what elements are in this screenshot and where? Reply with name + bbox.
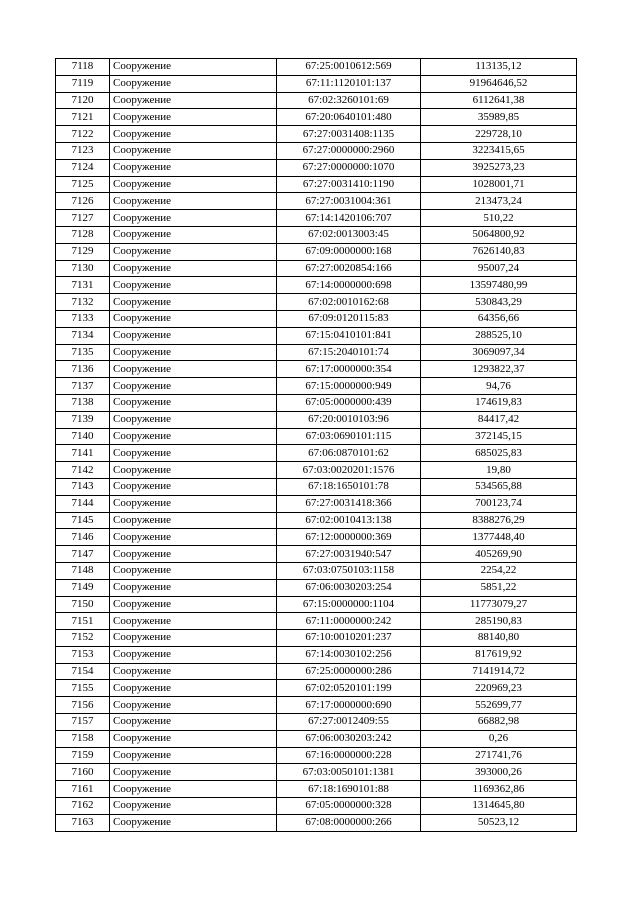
table-row [56, 59, 577, 76]
cadastral-value-cell: 1028001,71 [421, 176, 577, 193]
cadastral-value-cell: 552699,77 [421, 697, 577, 714]
cadastral-number-cell: 67:27:0031940:547 [277, 546, 421, 563]
object-type-cell: Сооружение [110, 294, 277, 311]
table-row [56, 495, 577, 512]
table-row [56, 478, 577, 495]
row-number-cell: 7155 [56, 680, 110, 697]
cadastral-value-cell: 35989,85 [421, 109, 577, 126]
cadastral-value-cell: 7626140,83 [421, 243, 577, 260]
object-type-cell: Сооружение [110, 193, 277, 210]
table-row [56, 730, 577, 747]
registry-table [55, 58, 577, 832]
object-type-cell: Сооружение [110, 579, 277, 596]
table-row [56, 781, 577, 798]
row-number-cell: 7132 [56, 294, 110, 311]
object-type-cell: Сооружение [110, 596, 277, 613]
cadastral-value-cell: 393000,26 [421, 764, 577, 781]
table-row [56, 327, 577, 344]
cadastral-value-cell: 220969,23 [421, 680, 577, 697]
row-number-cell: 7122 [56, 126, 110, 143]
cadastral-value-cell: 271741,76 [421, 747, 577, 764]
cadastral-number-cell: 67:20:0010103:96 [277, 411, 421, 428]
object-type-cell: Сооружение [110, 646, 277, 663]
row-number-cell: 7154 [56, 663, 110, 680]
cadastral-number-cell: 67:20:0640101:480 [277, 109, 421, 126]
cadastral-value-cell: 0,26 [421, 730, 577, 747]
cadastral-value-cell: 88140,80 [421, 630, 577, 647]
object-type-cell: Сооружение [110, 680, 277, 697]
table-row [56, 747, 577, 764]
table-row [56, 294, 577, 311]
row-number-cell: 7144 [56, 495, 110, 512]
table-row [56, 243, 577, 260]
object-type-cell: Сооружение [110, 176, 277, 193]
object-type-cell: Сооружение [110, 327, 277, 344]
cadastral-value-cell: 6112641,38 [421, 92, 577, 109]
cadastral-value-cell: 50523,12 [421, 814, 577, 831]
row-number-cell: 7119 [56, 75, 110, 92]
object-type-cell: Сооружение [110, 394, 277, 411]
cadastral-number-cell: 67:10:0010201:237 [277, 630, 421, 647]
cadastral-value-cell: 510,22 [421, 210, 577, 227]
row-number-cell: 7150 [56, 596, 110, 613]
cadastral-number-cell: 67:14:0000000:698 [277, 277, 421, 294]
row-number-cell: 7140 [56, 428, 110, 445]
row-number-cell: 7135 [56, 344, 110, 361]
object-type-cell: Сооружение [110, 243, 277, 260]
table-row [56, 310, 577, 327]
table-row [56, 798, 577, 815]
cadastral-value-cell: 372145,15 [421, 428, 577, 445]
cadastral-value-cell: 3925273,23 [421, 159, 577, 176]
table-row [56, 92, 577, 109]
table-row [56, 226, 577, 243]
cadastral-value-cell: 213473,24 [421, 193, 577, 210]
object-type-cell: Сооружение [110, 747, 277, 764]
row-number-cell: 7133 [56, 310, 110, 327]
cadastral-value-cell: 64356,66 [421, 310, 577, 327]
object-type-cell: Сооружение [110, 764, 277, 781]
object-type-cell: Сооружение [110, 344, 277, 361]
cadastral-value-cell: 2254,22 [421, 562, 577, 579]
cadastral-number-cell: 67:18:1650101:78 [277, 478, 421, 495]
row-number-cell: 7124 [56, 159, 110, 176]
cadastral-number-cell: 67:02:0010413:138 [277, 512, 421, 529]
row-number-cell: 7159 [56, 747, 110, 764]
cadastral-number-cell: 67:09:0000000:168 [277, 243, 421, 260]
cadastral-value-cell: 8388276,29 [421, 512, 577, 529]
cadastral-value-cell: 285190,83 [421, 613, 577, 630]
cadastral-value-cell: 11773079,27 [421, 596, 577, 613]
cadastral-number-cell: 67:06:0030203:242 [277, 730, 421, 747]
table-row [56, 697, 577, 714]
table-row [56, 176, 577, 193]
row-number-cell: 7145 [56, 512, 110, 529]
row-number-cell: 7148 [56, 562, 110, 579]
table-row [56, 378, 577, 395]
cadastral-number-cell: 67:03:0750103:1158 [277, 562, 421, 579]
object-type-cell: Сооружение [110, 562, 277, 579]
cadastral-value-cell: 530843,29 [421, 294, 577, 311]
object-type-cell: Сооружение [110, 142, 277, 159]
row-number-cell: 7147 [56, 546, 110, 563]
object-type-cell: Сооружение [110, 495, 277, 512]
object-type-cell: Сооружение [110, 714, 277, 731]
object-type-cell: Сооружение [110, 59, 277, 76]
cadastral-number-cell: 67:05:0000000:328 [277, 798, 421, 815]
cadastral-value-cell: 1377448,40 [421, 529, 577, 546]
cadastral-value-cell: 1293822,37 [421, 361, 577, 378]
cadastral-value-cell: 5851,22 [421, 579, 577, 596]
table-row [56, 714, 577, 731]
table-row [56, 159, 577, 176]
row-number-cell: 7129 [56, 243, 110, 260]
object-type-cell: Сооружение [110, 260, 277, 277]
cadastral-number-cell: 67:15:2040101:74 [277, 344, 421, 361]
cadastral-value-cell: 3069097,34 [421, 344, 577, 361]
cadastral-value-cell: 534565,88 [421, 478, 577, 495]
table-row [56, 646, 577, 663]
table-row [56, 562, 577, 579]
cadastral-number-cell: 67:12:0000000:369 [277, 529, 421, 546]
cadastral-number-cell: 67:16:0000000:228 [277, 747, 421, 764]
object-type-cell: Сооружение [110, 512, 277, 529]
table-row [56, 142, 577, 159]
table-row [56, 764, 577, 781]
table-row [56, 613, 577, 630]
cadastral-number-cell: 67:03:0050101:1381 [277, 764, 421, 781]
row-number-cell: 7158 [56, 730, 110, 747]
cadastral-value-cell: 113135,12 [421, 59, 577, 76]
table-row [56, 814, 577, 831]
cadastral-value-cell: 817619,92 [421, 646, 577, 663]
object-type-cell: Сооружение [110, 92, 277, 109]
object-type-cell: Сооружение [110, 226, 277, 243]
object-type-cell: Сооружение [110, 109, 277, 126]
table-row [56, 663, 577, 680]
object-type-cell: Сооружение [110, 445, 277, 462]
object-type-cell: Сооружение [110, 378, 277, 395]
row-number-cell: 7157 [56, 714, 110, 731]
row-number-cell: 7146 [56, 529, 110, 546]
table-row [56, 529, 577, 546]
row-number-cell: 7156 [56, 697, 110, 714]
cadastral-number-cell: 67:27:0000000:1070 [277, 159, 421, 176]
cadastral-value-cell: 94,76 [421, 378, 577, 395]
row-number-cell: 7126 [56, 193, 110, 210]
row-number-cell: 7153 [56, 646, 110, 663]
cadastral-value-cell: 5064800,92 [421, 226, 577, 243]
object-type-cell: Сооружение [110, 613, 277, 630]
cadastral-number-cell: 67:27:0000000:2960 [277, 142, 421, 159]
table-row [56, 512, 577, 529]
table-row [56, 344, 577, 361]
cadastral-number-cell: 67:27:0031418:366 [277, 495, 421, 512]
table-row [56, 462, 577, 479]
cadastral-number-cell: 67:27:0031410:1190 [277, 176, 421, 193]
cadastral-number-cell: 67:08:0000000:266 [277, 814, 421, 831]
cadastral-value-cell: 66882,98 [421, 714, 577, 731]
row-number-cell: 7138 [56, 394, 110, 411]
row-number-cell: 7120 [56, 92, 110, 109]
table-row [56, 109, 577, 126]
table-row [56, 75, 577, 92]
cadastral-number-cell: 67:27:0031408:1135 [277, 126, 421, 143]
cadastral-number-cell: 67:11:1120101:137 [277, 75, 421, 92]
cadastral-number-cell: 67:27:0020854:166 [277, 260, 421, 277]
row-number-cell: 7161 [56, 781, 110, 798]
object-type-cell: Сооружение [110, 428, 277, 445]
table-row [56, 394, 577, 411]
table-row [56, 428, 577, 445]
object-type-cell: Сооружение [110, 730, 277, 747]
table-row [56, 210, 577, 227]
cadastral-number-cell: 67:06:0870101:62 [277, 445, 421, 462]
row-number-cell: 7118 [56, 59, 110, 76]
cadastral-value-cell: 13597480,99 [421, 277, 577, 294]
row-number-cell: 7142 [56, 462, 110, 479]
object-type-cell: Сооружение [110, 478, 277, 495]
row-number-cell: 7137 [56, 378, 110, 395]
cadastral-value-cell: 405269,90 [421, 546, 577, 563]
cadastral-number-cell: 67:02:0520101:199 [277, 680, 421, 697]
table-row [56, 411, 577, 428]
cadastral-number-cell: 67:25:0010612:569 [277, 59, 421, 76]
row-number-cell: 7127 [56, 210, 110, 227]
row-number-cell: 7149 [56, 579, 110, 596]
object-type-cell: Сооружение [110, 814, 277, 831]
row-number-cell: 7152 [56, 630, 110, 647]
row-number-cell: 7121 [56, 109, 110, 126]
cadastral-number-cell: 67:27:0031004:361 [277, 193, 421, 210]
object-type-cell: Сооружение [110, 75, 277, 92]
cadastral-number-cell: 67:02:3260101:69 [277, 92, 421, 109]
cadastral-value-cell: 1314645,80 [421, 798, 577, 815]
cadastral-number-cell: 67:09:0120115:83 [277, 310, 421, 327]
cadastral-number-cell: 67:14:0030102:256 [277, 646, 421, 663]
object-type-cell: Сооружение [110, 798, 277, 815]
table-row [56, 630, 577, 647]
cadastral-number-cell: 67:17:0000000:690 [277, 697, 421, 714]
cadastral-value-cell: 700123,74 [421, 495, 577, 512]
cadastral-number-cell: 67:02:0013003:45 [277, 226, 421, 243]
cadastral-number-cell: 67:11:0000000:242 [277, 613, 421, 630]
row-number-cell: 7143 [56, 478, 110, 495]
object-type-cell: Сооружение [110, 663, 277, 680]
row-number-cell: 7151 [56, 613, 110, 630]
cadastral-number-cell: 67:05:0000000:439 [277, 394, 421, 411]
row-number-cell: 7130 [56, 260, 110, 277]
object-type-cell: Сооружение [110, 529, 277, 546]
table-row [56, 361, 577, 378]
object-type-cell: Сооружение [110, 126, 277, 143]
row-number-cell: 7123 [56, 142, 110, 159]
object-type-cell: Сооружение [110, 277, 277, 294]
object-type-cell: Сооружение [110, 159, 277, 176]
table-row [56, 277, 577, 294]
cadastral-value-cell: 19,80 [421, 462, 577, 479]
cadastral-number-cell: 67:06:0030203:254 [277, 579, 421, 596]
table-row [56, 193, 577, 210]
object-type-cell: Сооружение [110, 781, 277, 798]
table-row [56, 579, 577, 596]
row-number-cell: 7162 [56, 798, 110, 815]
row-number-cell: 7160 [56, 764, 110, 781]
row-number-cell: 7163 [56, 814, 110, 831]
cadastral-value-cell: 7141914,72 [421, 663, 577, 680]
row-number-cell: 7136 [56, 361, 110, 378]
cadastral-value-cell: 685025,83 [421, 445, 577, 462]
object-type-cell: Сооружение [110, 411, 277, 428]
cadastral-number-cell: 67:15:0410101:841 [277, 327, 421, 344]
row-number-cell: 7125 [56, 176, 110, 193]
cadastral-value-cell: 95007,24 [421, 260, 577, 277]
cadastral-value-cell: 3223415,65 [421, 142, 577, 159]
object-type-cell: Сооружение [110, 546, 277, 563]
cadastral-number-cell: 67:03:0020201:1576 [277, 462, 421, 479]
registry-table-body [56, 59, 577, 832]
cadastral-number-cell: 67:14:1420106:707 [277, 210, 421, 227]
cadastral-number-cell: 67:17:0000000:354 [277, 361, 421, 378]
row-number-cell: 7131 [56, 277, 110, 294]
cadastral-number-cell: 67:27:0012409:55 [277, 714, 421, 731]
object-type-cell: Сооружение [110, 462, 277, 479]
cadastral-value-cell: 229728,10 [421, 126, 577, 143]
cadastral-number-cell: 67:15:0000000:1104 [277, 596, 421, 613]
row-number-cell: 7139 [56, 411, 110, 428]
table-row [56, 445, 577, 462]
cadastral-number-cell: 67:02:0010162:68 [277, 294, 421, 311]
object-type-cell: Сооружение [110, 210, 277, 227]
object-type-cell: Сооружение [110, 361, 277, 378]
cadastral-value-cell: 288525,10 [421, 327, 577, 344]
cadastral-value-cell: 1169362,86 [421, 781, 577, 798]
table-row [56, 546, 577, 563]
row-number-cell: 7141 [56, 445, 110, 462]
object-type-cell: Сооружение [110, 310, 277, 327]
row-number-cell: 7134 [56, 327, 110, 344]
row-number-cell: 7128 [56, 226, 110, 243]
table-row [56, 596, 577, 613]
table-row [56, 680, 577, 697]
cadastral-number-cell: 67:25:0000000:286 [277, 663, 421, 680]
cadastral-number-cell: 67:15:0000000:949 [277, 378, 421, 395]
cadastral-value-cell: 84417,42 [421, 411, 577, 428]
cadastral-number-cell: 67:03:0690101:115 [277, 428, 421, 445]
object-type-cell: Сооружение [110, 697, 277, 714]
cadastral-value-cell: 174619,83 [421, 394, 577, 411]
table-row [56, 126, 577, 143]
object-type-cell: Сооружение [110, 630, 277, 647]
cadastral-value-cell: 91964646,52 [421, 75, 577, 92]
table-row [56, 260, 577, 277]
cadastral-number-cell: 67:18:1690101:88 [277, 781, 421, 798]
